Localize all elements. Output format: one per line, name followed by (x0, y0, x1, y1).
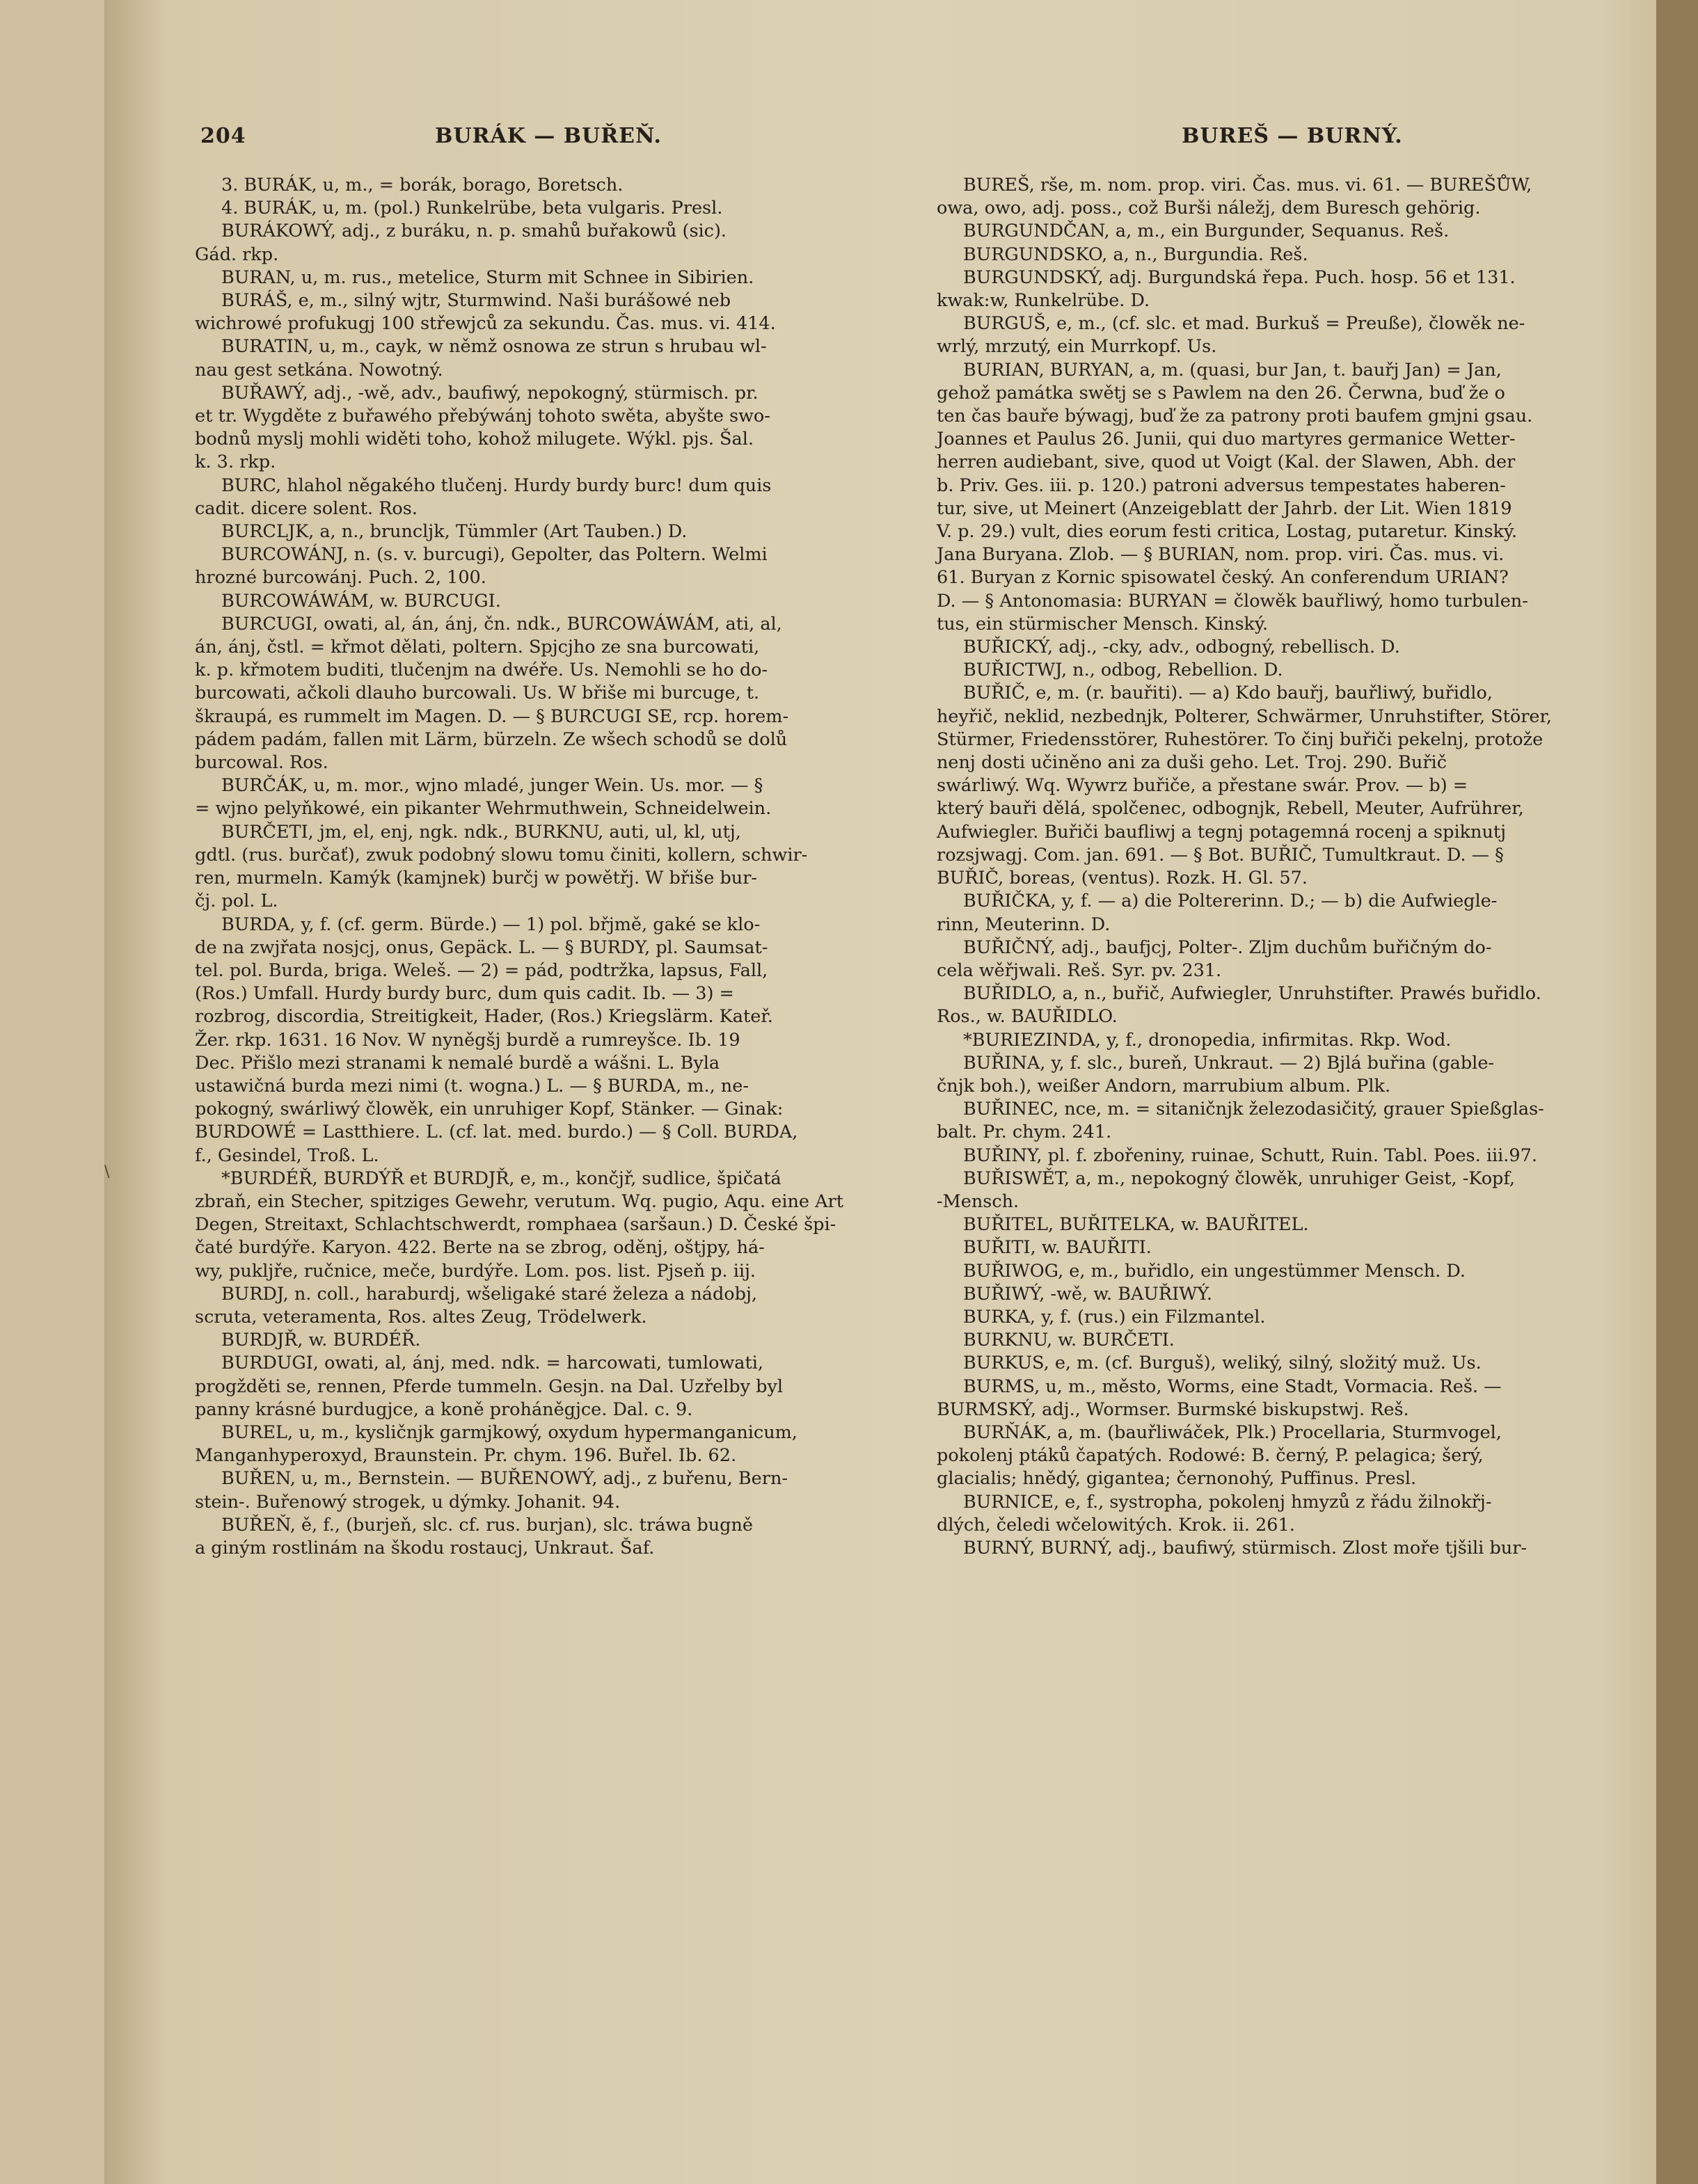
dictionary-entry: BURNICE, e, f., systropha, pokolenj hmyzů z řádu žilnokřj- dlých, čeledi wčelowitých. Krok. ii. 261. (937, 1491, 1492, 1536)
dictionary-entry: BURGUNDSKÝ, adj. Burgundská řepa. Puch. hosp. 56 et 131. kwak:w, Runkelrübe. D. (937, 266, 1516, 312)
dictionary-entry: BURCUGI, owati, al, án, ánj, čn. ndk., BURCOWÁWÁM, ati, al, án, ánj, čstl. = křmot dělati, poltern. Spjcjho ze sna burcowati, k. p. křmotem buditi, tlučenjm na dwéře. Us. Nemohli se ho do- burcowati, ačkoli dlauho burcowali. Us. W břiše mi burcuge, t. škraupá, es rummelt im Magen. D. — § BURCUGI SE, rcp. horem- pádem padám, fallen mit Lärm, bürzeln. Ze wšech schodů se dolů burcowal. Ros. (195, 613, 789, 774)
dictionary-entry: BURATIN, u, m., cayk, w němž osnowa ze strun s hrubau wl- nau gest setkána. Nowotný. (195, 336, 767, 381)
dictionary-entry: BURCOWÁWÁM, w. BURCUGI. (221, 590, 501, 612)
dictionary-entry: BURDA, y, f. (cf. germ. Bürde.) — 1) pol. břjmě, gaké se klo- de na zwjřata nosjcj, onus, Gepäck. L. — § BURDY, pl. Saumsat- tel. pol. Burda, briga. Weleš. — 2) = pád, podtržka, lapsus, Fall, (Ros.) Umfall. Hurdy burdy burc, dum quis cadit. Ib. — 3) = rozbrog, discordia, Streitigkeit, Hader, (Ros.) Kriegslärm. Kateř. Žer. rkp. 1631. 16 Nov. W nyněgšj burdě a rumreyšce. Ib. 19 Dec. Přišlo mezi stranami k nemalé burdě a wášni. L. Byla ustawičná burda mezi nimi (t. wogna.) L. — § BURDA, m., ne- pokogný, swárliwý člowěk, ein unruhiger Kopf, Stänker. — Ginak: BURDOWÉ = Lastthiere. L. (cf. lat. med. burdo.) — § Coll. BURDA, f., Gesindel, Troß. L. (195, 914, 798, 1166)
dictionary-entry: BURŇÁK, a, m. (bauřliwáček, Plk.) Procellaria, Sturmvogel, pokolenj ptáků čapatých. Rodowé: B. černý, P. pelagica; šerý, glacialis; hnědý, gigantea; černonohý, Puffinus. Presl. (937, 1421, 1502, 1490)
dictionary-entry: BURDJ, n. coll., haraburdj, wšeligaké staré železa a nádobj, scruta, veteramenta, Ros. altes Zeug, Trödelwerk. (195, 1283, 757, 1328)
dictionary-entry: BURGUNDČAN, a, m., ein Burgunder, Sequanus. Reš. (963, 221, 1450, 242)
dictionary-entry: BUŘICTWJ, n., odbog, Rebellion. D. (963, 660, 1283, 681)
margin-mark: \ (104, 1163, 110, 1181)
dictionary-entry: *BURIEZINDA, y, f., dronopedia, infirmitas. Rkp. Wod. (963, 1029, 1452, 1051)
dictionary-entry: BUŘIWÝ, -wě, w. BAUŘIWÝ. (963, 1283, 1213, 1305)
dictionary-entry: BURGUŠ, e, m., (cf. slc. et mad. Burkuš = Preuße), člowěk ne- wrlý, mrzutý, ein Murrkopf. Us. (937, 313, 1525, 358)
dictionary-entry: BUŘEŇ, ě, f., (burjeň, slc. cf. rus. burjan), slc. tráwa bugně a giným rostlinám na škodu rostaucj, Unkraut. Šaf. (195, 1514, 753, 1559)
page-edge (1656, 0, 1698, 2184)
dictionary-entry: BUŘAWÝ, adj., -wě, adv., baufiwý, nepokogný, stürmisch. pr. et tr. Wygděte z buřawého přebýwánj tohoto swěta, abyšte swo- bodnů myslj mohli widěti toho, kohož milugete. Wýkl. pjs. Šal. k. 3. rkp. (195, 382, 770, 473)
left-running-title: BURÁK — BUŘEŇ. (435, 124, 662, 148)
dictionary-entry: 4. BURÁK, u, m. (pol.) Runkelrübe, beta vulgaris. Presl. (221, 198, 723, 219)
dictionary-entry: *BURDÉŘ, BURDÝŘ et BURDJŘ, e, m., končjř, sudlice, špičatá zbraň, ein Stecher, spitziges Gewehr, verutum. Wq. pugio, Aqu. eine Art Degen, Streitaxt, Schlachtschwerdt, romphaea (saršaun.) D. České špi- čaté burdýře. Karyon. 422. Berte na se zbrog, oděnj, oštjpy, há- wy, puklјře, ručnice, meče, burdýře. Lom. pos. list. Pjseň p. iij. (195, 1167, 843, 1282)
dictionary-entry: BURÁŠ, e, m., silný wjtr, Sturmwind. Naši burášowé neb wichrowé profukugj 100 střewjců za sekundu. Čas. mus. vi. 414. (195, 290, 776, 335)
dictionary-entry: BURÁKOWÝ, adj., z buráku, n. p. smahů buřakowů (sic). Gád. rkp. (195, 221, 727, 265)
dictionary-entry: BURKUS, e, m. (cf. Burguš), weliký, silný, složitý muž. Us. (963, 1353, 1482, 1374)
dictionary-entry: BURDJŘ, w. BURDÉŘ. (221, 1330, 421, 1351)
dictionary-entry: BUŘINY, pl. f. zbořeniny, ruinae, Schutt, Ruin. Tabl. Poes. iii.97. (963, 1145, 1537, 1166)
dictionary-entry: BURIAN, BURYAN, a, m. (quasi, bur Jan, t. bauřj Jan) = Jan, gehož památka swětj se s Pawlem na den 26. Čerwna, buď že o ten čas bauře býwagj, buď že za patrony proti baufem gmjni gsau. Joannes et Paulus 26. Junii, qui duo martyres germanice Wetter- herren audiebant, sive, quod ut Voigt (Kal. der Slawen, Abh. der b. Priv. Ges. iii. p. 120.) patroni adversus tempestates haberen- tur, sive, ut Meinert (Anzeigeblatt der Jahrb. der Lit. Wien 1819 V. p. 29.) vult, dies eorum festi critica, Lostag, putaretur. Kinský. Jana Buryana. Zlob. — § BURIAN, nom. prop. viri. Čas. mus. vi. 61. Buryan z Kornic spisowatel český. An conferendum URIAN? D. — § Antonomasia: BURYAN = člowěk bauřliwý, homo turbulen- tus, ein stürmischer Mensch. Kinský. (937, 359, 1533, 635)
dictionary-entry: BUŘIČKA, y, f. — a) die Poltererinn. D.; — b) die Aufwiegle- rinn, Meuterinn. D. (937, 891, 1498, 935)
dictionary-entry: BURDUGI, owati, al, ánj, med. ndk. = harcowati, tumlowati, progžděti se, rennen, Pferde tummeln. Gesjn. na Dal. Uzřelby byl panny krásné burdugjce, a koně proháněgjce. Dal. c. 9. (195, 1353, 784, 1420)
dictionary-entry: BURKA, y, f. (rus.) ein Filzmantel. (963, 1306, 1266, 1328)
dictionary-entry: BUŘITEL, BUŘITELKA, w. BAUŘITEL. (963, 1214, 1309, 1236)
dictionary-entry: BURNÝ, BURNÝ, adj., baufiwý, stürmisch. Zlost moře tjšili bur- (963, 1537, 1527, 1559)
left-column (195, 174, 891, 1560)
dictionary-entry: BURGUNDSKO, a, n., Burgundia. Reš. (963, 244, 1308, 265)
dictionary-entry: BURKNU, w. BURČETI. (963, 1330, 1175, 1351)
page-number: 204 (200, 124, 246, 148)
dictionary-entry: BURCOWÁNJ, n. (s. v. burcugi), Gepolter, das Poltern. Welmi hrozné burcowánj. Puch. 2, 100. (195, 544, 768, 589)
dictionary-entry: BURCLJK, a, n., bruncljk, Tümmler (Art Tauben.) D. (221, 521, 688, 543)
right-column (937, 174, 1633, 1560)
dictionary-entry: BURAN, u, m. rus., metelice, Sturm mit Schnee in Sibirien. (221, 266, 754, 288)
dictionary-entry: 3. BURÁK, u, m., = borák, borago, Boretsch. (221, 175, 624, 196)
dictionary-entry: BUŘINEC, nce, m. = sitaničnjk železodasičitý, grauer Spießglas- balt. Pr. chym. 241. (937, 1099, 1544, 1143)
dictionary-entry: BUŘIČ, e, m. (r. bauřiti). — a) Kdo bauřj, bauřliwý, buřidlo, heyřič, neklid, nezbednjk, Polterer, Schwärmer, Unruhstifter, Störer, Stürmer, Friedensstörer, Ruhestörer. To činj buřiči pekelnj, protože nenj dosti učiněno ani za duši geho. Let. Troj. 290. Buřič swárliwý. Wq. Wywrz buřiče, a přestane swár. Prov. — b) = který bauři dělá, spolčenec, odbognjk, Rebell, Meuter, Aufrührer, Aufwiegler. Buřiči baufliwj a tegnj potagemná rocenj a spiknutj rozsjwagj. Com. jan. 691. — § Bot. BUŘIČ, Tumultkraut. D. — § BUŘIČ, boreas, (ventus). Rozk. H. Gl. 57. (937, 683, 1553, 889)
dictionary-entry: BUŘITI, w. BAUŘITI. (963, 1237, 1152, 1259)
dictionary-entry: BURČÁK, u, m. mor., wjno mladé, junger Wein. Us. mor. — § = wjno pelyňkowé, ein pikanter Wehrmuthwein, Schneidelwein. (195, 775, 772, 820)
dictionary-entry: BUŘEN, u, m., Bernstein. — BUŘENOWÝ, adj., z buřenu, Bern- stein-. Buřenowý strogek, u dýmky. Johanit. 94. (195, 1468, 788, 1513)
dictionary-entry: BUŘIČNÝ, adj., baufjcj, Polter-. Zljm duchům buřičným do- cela wěřjwali. Reš. Syr. pv. 231. (937, 936, 1492, 981)
page-header (188, 124, 1614, 166)
dictionary-entry: BUŘIDLO, a, n., buřič, Aufwiegler, Unruhstifter. Prawés buřidlo. Ros., w. BAUŘIDLO. (937, 983, 1541, 1028)
dictionary-entry: BURC, hlahol něgakého tlučenj. Hurdy burdy burc! dum quis cadit. dicere solent. Ros. (195, 475, 772, 519)
dictionary-entry: BUREL, u, m., kysličnjk garmjkowý, oxydum hypermanganicum, Manganhyperoxyd, Braunstein. Pr. chym. 196. Buřel. Ib. 62. (195, 1421, 798, 1467)
dictionary-entry: BUŘISWĚT, a, m., nepokogný člowěk, unruhiger Geist, -Kopf, -Mensch. (937, 1167, 1516, 1212)
dictionary-entry: BURMS, u, m., město, Worms, eine Stadt, Vormacia. Reš. — BURMSKÝ, adj., Wormser. Burmské biskupstwj. Reš. (937, 1376, 1502, 1420)
dictionary-entry: BUREŠ, rše, m. nom. prop. viri. Čas. mus. vi. 61. — BUREŠŮW, owa, owo, adj. poss., což Burši náležj, dem Buresch gehörig. (937, 175, 1532, 219)
right-running-title: BUREŠ — BURNÝ. (1182, 124, 1403, 148)
dictionary-entry: BUŘIWOG, e, m., buřidlo, ein ungestümmer Mensch. D. (963, 1260, 1466, 1282)
dictionary-entry: BUŘICKÝ, adj., -cky, adv., odbogný, rebellisch. D. (963, 637, 1400, 658)
dictionary-entry: BUŘINA, y, f. slc., bureň, Unkraut. — 2) Bjlá buřina (gable- čnjk boh.), weißer Andorn, marrubium album. Plk. (937, 1052, 1495, 1097)
dictionary-entry: BURČETI, jm, el, enj, ngk. ndk., BURKNU, auti, ul, kl, utj, gdtl. (rus. burčať), zwuk podobný slowu tomu činiti, kollern, schwir- ren, murmeln. Kamýk (kamjnek) burčj w powětřj. W břiše bur- čj. pol. L. (195, 821, 808, 912)
